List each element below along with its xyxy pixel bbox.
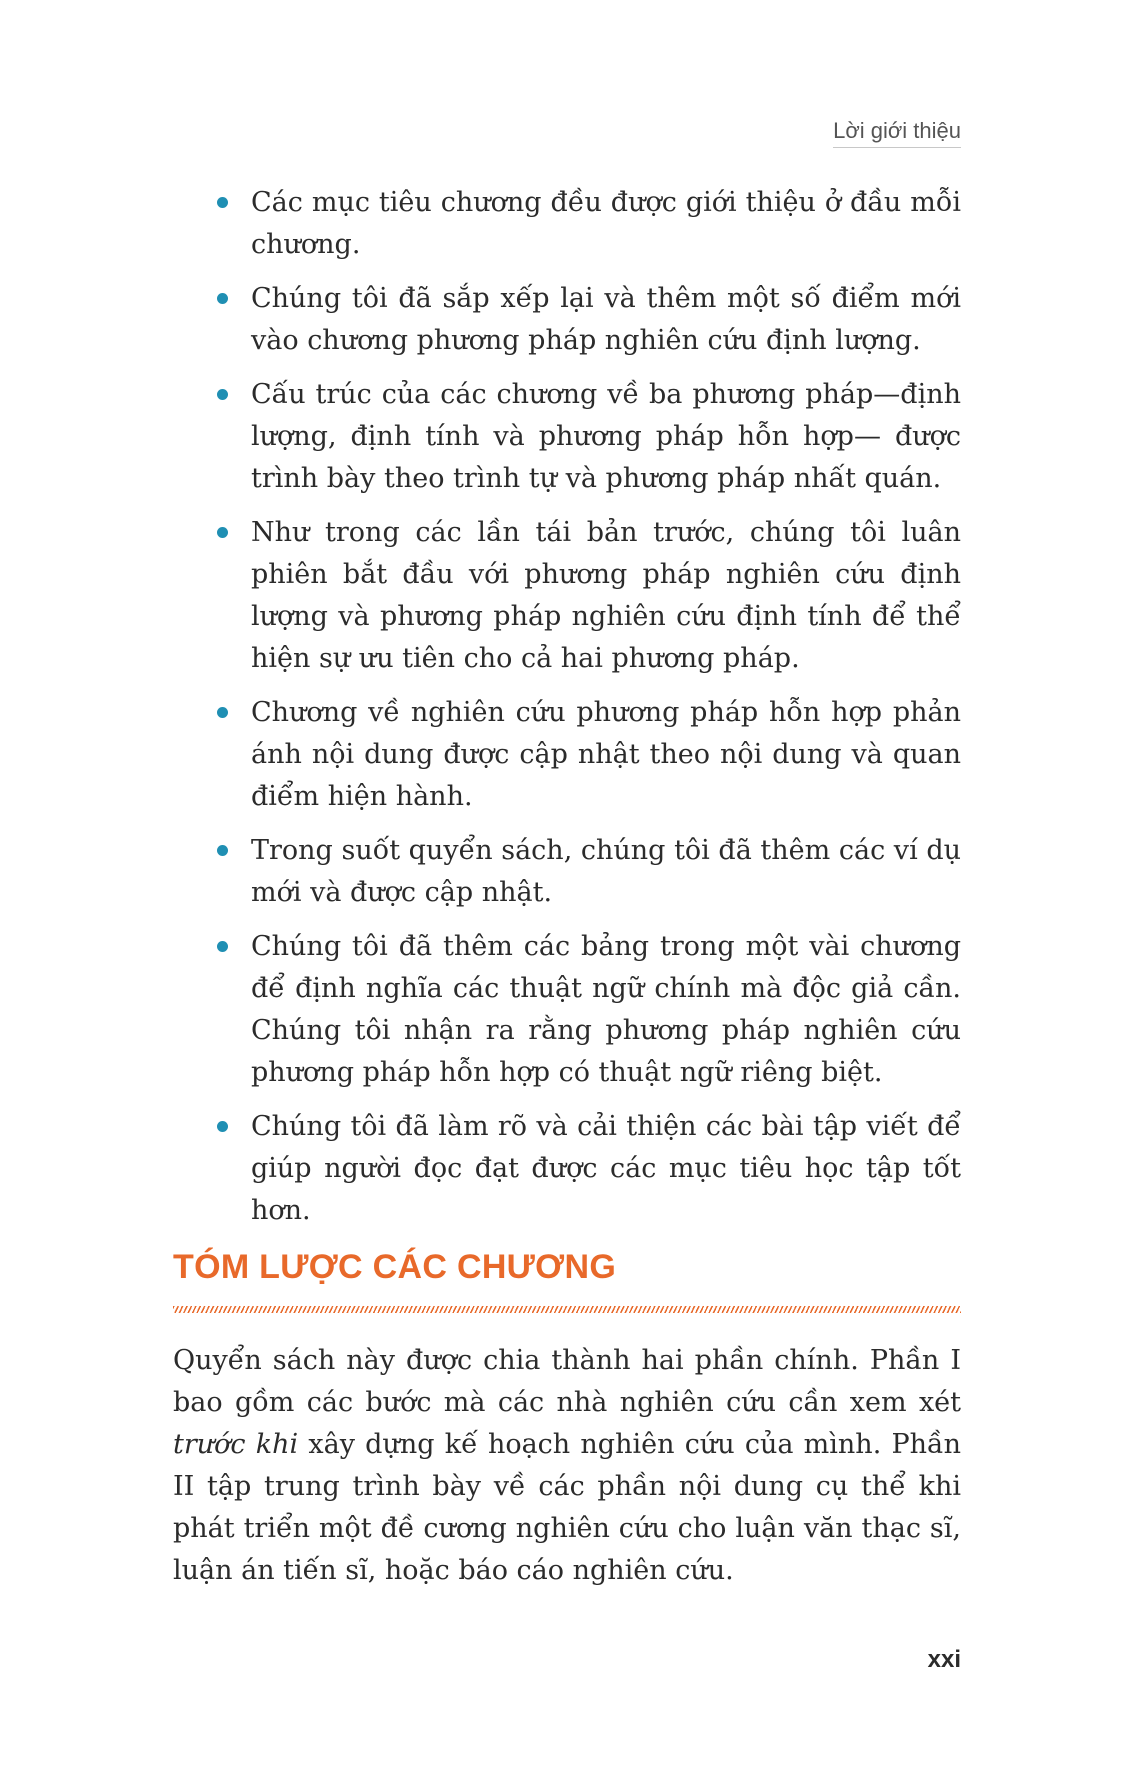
bullet-item <box>213 278 961 362</box>
bullet-text: Chúng tôi đã làm rõ và cải thiện các bài tập viết để giúp người đọc đạt được các mục tiêu học tập tốt hơn. <box>251 1111 961 1226</box>
bullet-text: Chúng tôi đã sắp xếp lại và thêm một số điểm mới vào chương phương pháp nghiên cứu định lượng. <box>251 283 961 356</box>
heading-hatched-rule <box>173 1306 961 1313</box>
running-head: Lời giới thiệu <box>833 118 961 148</box>
bullet-text: Cấu trúc của các chương về ba phương pháp—định lượng, định tính và phương pháp hỗn hợp— được trình bày theo trình tự và phương pháp nhất quán. <box>251 379 961 494</box>
bullet-text: Chương về nghiên cứu phương pháp hỗn hợp phản ánh nội dung được cập nhật theo nội dung và quan điểm hiện hành. <box>251 697 961 812</box>
bullet-dot-icon <box>217 707 228 718</box>
bullet-dot-icon <box>217 1121 228 1132</box>
bullet-dot-icon <box>217 941 228 952</box>
summary-emphasis: trước khi <box>173 1429 299 1460</box>
chapter-summary-paragraph <box>173 1340 961 1592</box>
bullet-item <box>213 692 961 818</box>
bullet-item <box>213 926 961 1094</box>
bullet-text: Chúng tôi đã thêm các bảng trong một vài chương để định nghĩa các thuật ngữ chính mà độc giả cần. Chúng tôi nhận ra rằng phương pháp nghiên cứu phương pháp hỗn hợp có thuật ngữ riêng biệt. <box>251 931 961 1088</box>
feature-bullet-list <box>213 182 961 1244</box>
bullet-item <box>213 830 961 914</box>
section-heading: TÓM LƯỢC CÁC CHƯƠNG <box>173 1248 617 1286</box>
bullet-dot-icon <box>217 197 228 208</box>
bullet-text: Như trong các lần tái bản trước, chúng tôi luân phiên bắt đầu với phương pháp nghiên cứu định lượng và phương pháp nghiên cứu định tính để thể hiện sự ưu tiên cho cả hai phương pháp. <box>251 517 961 674</box>
bullet-item <box>213 512 961 680</box>
bullet-item <box>213 182 961 266</box>
bullet-item <box>213 1106 961 1232</box>
bullet-dot-icon <box>217 527 228 538</box>
summary-text-after: xây dựng kế hoạch nghiên cứu của mình. Phần II tập trung trình bày về các phần nội dung cụ thể khi phát triển một đề cương nghiên cứu cho luận văn thạc sĩ, luận án tiến sĩ, hoặc báo cáo nghiên cứu. <box>173 1429 961 1586</box>
summary-text-before: Quyển sách này được chia thành hai phần chính. Phần I bao gồm các bước mà các nhà nghiên cứu cần xem xét <box>173 1345 961 1418</box>
page-number: xxi <box>927 1646 961 1673</box>
bullet-text: Các mục tiêu chương đều được giới thiệu ở đầu mỗi chương. <box>251 187 961 260</box>
bullet-dot-icon <box>217 293 228 304</box>
bullet-dot-icon <box>217 845 228 856</box>
bullet-item <box>213 374 961 500</box>
bullet-text: Trong suốt quyển sách, chúng tôi đã thêm các ví dụ mới và được cập nhật. <box>251 835 961 908</box>
bullet-dot-icon <box>217 389 228 400</box>
